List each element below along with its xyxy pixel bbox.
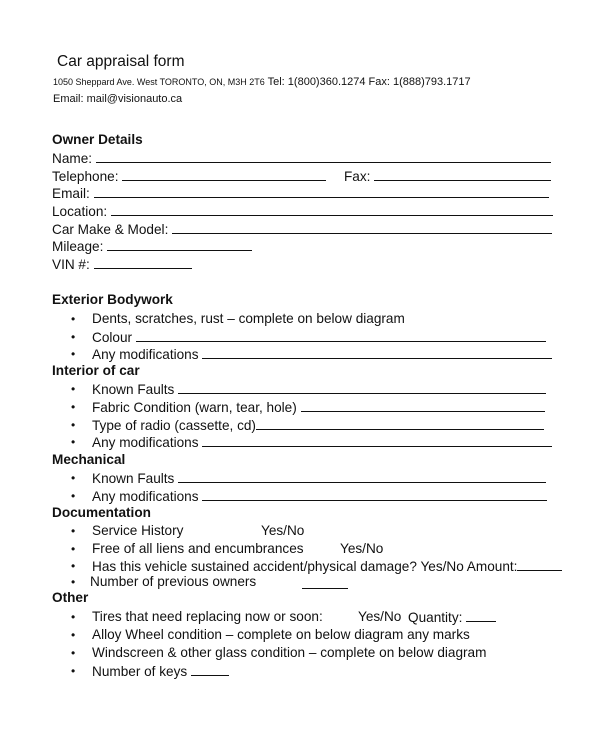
damage-label: Has this vehicle sustained accident/physical damage? Yes/No Amount: xyxy=(92,559,518,574)
mechanical-modifications-label: Any modifications xyxy=(92,489,199,504)
mechanical-faults-row xyxy=(92,470,546,487)
location-field[interactable] xyxy=(111,203,553,216)
bullet-icon: • xyxy=(71,471,76,485)
fax-label: Fax: xyxy=(344,169,371,184)
radio-field[interactable] xyxy=(256,417,544,430)
bullet-icon: • xyxy=(71,418,76,432)
liens-yesno: Yes/No xyxy=(340,541,384,556)
keys-row xyxy=(92,663,229,680)
other-heading: Other xyxy=(52,590,89,605)
bullet-icon: • xyxy=(71,312,76,326)
exterior-modifications-field[interactable] xyxy=(202,346,552,359)
bullet-icon: • xyxy=(71,382,76,396)
email-label: Email: xyxy=(52,186,90,201)
phone-fax: Tel: 1(800)360.1274 Fax: 1(888)793.1717 xyxy=(264,76,471,88)
damage-amount-field[interactable] xyxy=(517,558,562,571)
location-row xyxy=(52,203,553,220)
alloy-wheel-item: Alloy Wheel condition – complete on below diagram any marks xyxy=(92,627,470,642)
fax-field[interactable] xyxy=(374,168,551,181)
mileage-row xyxy=(52,238,252,255)
bullet-icon: • xyxy=(71,330,76,344)
make-model-row xyxy=(52,221,552,238)
bullet-icon: • xyxy=(71,435,76,449)
mileage-label: Mileage: xyxy=(52,239,104,254)
previous-owners-label: Number of previous owners xyxy=(90,574,257,589)
mechanical-faults-label: Known Faults xyxy=(92,471,175,486)
exterior-dents-item: Dents, scratches, rust – complete on below diagram xyxy=(92,311,405,326)
exterior-modifications-row xyxy=(92,346,552,363)
tires-yesno: Yes/No xyxy=(358,609,402,624)
service-history-label: Service History xyxy=(92,523,184,538)
interior-faults-label: Known Faults xyxy=(92,382,175,397)
radio-row xyxy=(92,417,544,434)
interior-faults-field[interactable] xyxy=(178,381,546,394)
exterior-modifications-label: Any modifications xyxy=(92,347,199,362)
telephone-label: Telephone: xyxy=(52,169,119,184)
quantity-field[interactable] xyxy=(466,609,496,622)
bullet-icon: • xyxy=(71,628,76,642)
interior-modifications-label: Any modifications xyxy=(92,435,199,450)
company-email: Email: mail@visionauto.ca xyxy=(53,93,183,105)
quantity-row xyxy=(408,609,496,626)
interior-modifications-row xyxy=(92,434,552,451)
vin-row xyxy=(52,256,192,273)
damage-row xyxy=(92,558,562,575)
vin-label: VIN #: xyxy=(52,257,90,272)
bullet-icon: • xyxy=(71,664,76,678)
service-history-yesno: Yes/No xyxy=(261,523,305,538)
fax-row xyxy=(344,168,551,185)
interior-faults-row xyxy=(92,381,546,398)
mechanical-faults-field[interactable] xyxy=(178,470,546,483)
colour-label: Colour xyxy=(92,330,133,345)
name-row xyxy=(52,150,551,167)
bullet-icon: • xyxy=(71,575,76,589)
make-model-field[interactable] xyxy=(172,221,552,234)
previous-owners-field[interactable] xyxy=(302,576,348,589)
form-title: Car appraisal form xyxy=(57,53,185,70)
name-field[interactable] xyxy=(96,150,551,163)
exterior-heading: Exterior Bodywork xyxy=(52,292,173,307)
name-label: Name: xyxy=(52,151,93,166)
quantity-label: Quantity: xyxy=(408,610,463,625)
bullet-icon: • xyxy=(71,524,76,538)
email-row xyxy=(52,185,549,202)
keys-label: Number of keys xyxy=(92,664,188,679)
previous-owners-row xyxy=(302,576,348,593)
bullet-icon: • xyxy=(71,646,76,660)
bullet-icon: • xyxy=(71,400,76,414)
fabric-field[interactable] xyxy=(301,399,545,412)
email-field[interactable] xyxy=(94,185,549,198)
location-label: Location: xyxy=(52,204,108,219)
street-address: 1050 Sheppard Ave. West TORONTO, ON, M3H 2T6 xyxy=(53,77,265,87)
fabric-label: Fabric Condition (warn, tear, hole) xyxy=(92,400,297,415)
bullet-icon: • xyxy=(71,610,76,624)
mileage-field[interactable] xyxy=(107,238,252,251)
vin-field[interactable] xyxy=(94,256,192,269)
tires-label: Tires that need replacing now or soon: xyxy=(92,609,323,624)
keys-field[interactable] xyxy=(191,663,229,676)
owner-details-heading: Owner Details xyxy=(52,132,143,147)
radio-label: Type of radio (cassette, cd) xyxy=(92,418,256,433)
mechanical-modifications-field[interactable] xyxy=(202,488,547,501)
mechanical-modifications-row xyxy=(92,488,547,505)
mechanical-heading: Mechanical xyxy=(52,452,126,467)
bullet-icon: • xyxy=(71,559,76,573)
telephone-field[interactable] xyxy=(122,168,326,181)
documentation-heading: Documentation xyxy=(52,505,151,520)
bullet-icon: • xyxy=(71,489,76,503)
windscreen-item: Windscreen & other glass condition – complete on below diagram xyxy=(92,645,487,660)
liens-label: Free of all liens and encumbrances xyxy=(92,541,304,556)
bullet-icon: • xyxy=(71,542,76,556)
company-address xyxy=(53,76,471,88)
fabric-row xyxy=(92,399,545,416)
interior-heading: Interior of car xyxy=(52,363,140,378)
colour-field[interactable] xyxy=(136,329,546,342)
interior-modifications-field[interactable] xyxy=(202,434,552,447)
make-model-label: Car Make & Model: xyxy=(52,222,169,237)
bullet-icon: • xyxy=(71,347,76,361)
telephone-row xyxy=(52,168,326,185)
exterior-colour-row xyxy=(92,329,546,346)
